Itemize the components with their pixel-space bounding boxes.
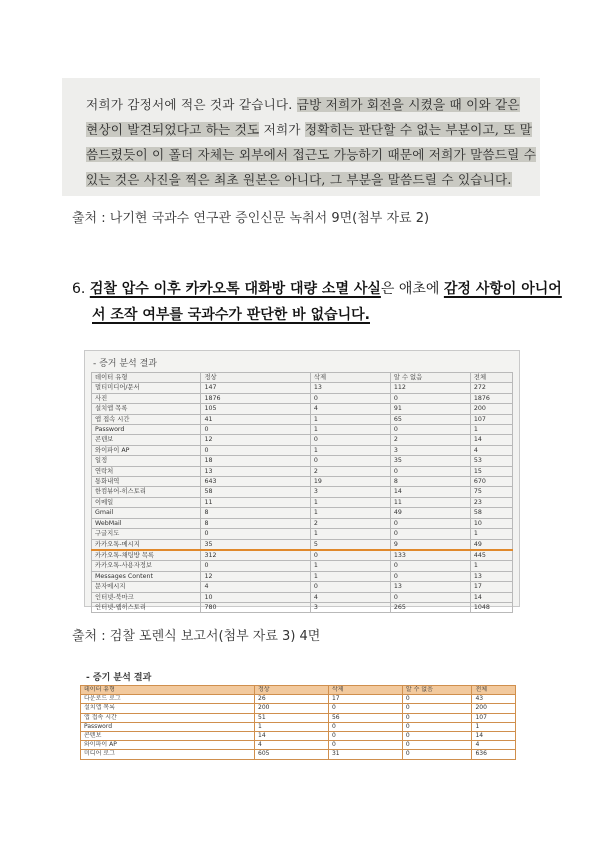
table-cell: 구글지도 [92, 529, 201, 539]
quote-highlight: 있는 것은 사진을 찍은 최초 원본은 아니다, 그 부분을 말씀드릴 수 있습니다. [86, 172, 512, 187]
item-6-emphasis: 검찰 압수 이후 카카오톡 대화방 대량 소멸 사실 [89, 281, 381, 297]
quote-highlight: 금방 저희가 회전을 시켰을 때 이와 같은 [296, 97, 520, 112]
table-cell: 265 [390, 602, 470, 612]
table-cell: 18 [201, 456, 310, 466]
table-cell: 312 [201, 550, 310, 561]
table-cell: 0 [201, 425, 310, 435]
table-cell: 알 수 없음 [390, 373, 470, 383]
table-cell: 0 [402, 713, 472, 722]
table-cell: 11 [390, 497, 470, 507]
table-cell: 636 [472, 750, 516, 759]
table-cell: 1876 [201, 393, 310, 403]
table-row [81, 741, 516, 750]
table-cell: 카카오톡-메시지 [92, 539, 201, 550]
table-cell: 41 [201, 414, 310, 424]
table-cell: 카카오톡-사용자정보 [92, 561, 201, 571]
table-cell: 643 [201, 477, 310, 487]
table-cell: 4 [201, 582, 310, 592]
table-cell: 65 [390, 414, 470, 424]
table-cell: 0 [201, 529, 310, 539]
table-cell: 13 [390, 582, 470, 592]
table-cell: 147 [201, 383, 310, 393]
table-cell: 2 [310, 466, 390, 476]
table-cell: 200 [470, 404, 512, 414]
table-cell: 삭제 [328, 686, 402, 695]
quote-line-4 [86, 169, 512, 188]
table-cell: 43 [472, 695, 516, 704]
table-row [81, 704, 516, 713]
table-cell: 0 [328, 704, 402, 713]
table-cell: 사진 [92, 393, 201, 403]
table-cell: Password [92, 425, 201, 435]
table-cell: Gmail [92, 508, 201, 518]
table-cell: 17 [470, 582, 512, 592]
table-title: - 증기 분석 결과 [86, 673, 152, 683]
table-cell: 정상 [201, 373, 310, 383]
table-cell: 4 [310, 592, 390, 602]
table-cell: 200 [255, 704, 329, 713]
table-cell: 0 [201, 561, 310, 571]
item-6-line-2 [72, 302, 562, 328]
table-cell: 미디어 로그 [81, 750, 255, 759]
table-cell: 0 [402, 695, 472, 704]
table-cell: 멀티미디어/문서 [92, 383, 201, 393]
table-cell: 107 [470, 414, 512, 424]
table-row [92, 497, 513, 507]
table-cell: 콘텐보 [92, 435, 201, 445]
table-cell: 1 [470, 425, 512, 435]
table-cell: 0 [402, 732, 472, 741]
table-cell: 8 [201, 508, 310, 518]
quote-line-1 [86, 94, 520, 113]
source-caption-1: 출처 : 나기현 국과수 연구관 증인신문 녹취서 9면(첨부 자료 2) [72, 211, 430, 226]
table-cell: 앱 접속 시간 [81, 713, 255, 722]
table-cell: 1 [470, 561, 512, 571]
quote-line-3 [86, 144, 536, 163]
table-cell: 한컴뷰어-히스토리 [92, 487, 201, 497]
table-cell: 35 [390, 456, 470, 466]
quote-highlight: 저희가 말씀드릴 수 [424, 147, 537, 162]
table-row [81, 713, 516, 722]
table-cell: 26 [255, 695, 329, 704]
table-cell: 49 [390, 508, 470, 518]
table-cell: 통화내역 [92, 477, 201, 487]
table-cell: 0 [390, 561, 470, 571]
table-cell: 앱 접속 시간 [92, 414, 201, 424]
table-cell: 0 [390, 571, 470, 581]
table-cell: 0 [390, 529, 470, 539]
table-cell: 0 [328, 732, 402, 741]
table-cell: 3 [390, 445, 470, 455]
table-cell: 0 [402, 741, 472, 750]
table-cell: 전체 [472, 686, 516, 695]
table-cell: 23 [470, 497, 512, 507]
table-row [92, 393, 513, 403]
quote-text: 저희가 [259, 122, 305, 137]
table-cell: 75 [470, 487, 512, 497]
table-cell: 2 [310, 518, 390, 528]
table-cell: 14 [470, 592, 512, 602]
table-cell: 정상 [255, 686, 329, 695]
table-cell: 와이파이 AP [81, 741, 255, 750]
table-cell: 4 [310, 404, 390, 414]
table-cell: 17 [328, 695, 402, 704]
table-cell: 780 [201, 602, 310, 612]
table-cell: 인터넷-웹히스토리 [92, 602, 201, 612]
table-cell: 1 [310, 561, 390, 571]
table-cell: 0 [328, 722, 402, 731]
table-cell: 1 [310, 508, 390, 518]
table-cell: 5 [310, 539, 390, 550]
table-cell: 와이파이 AP [92, 445, 201, 455]
table-cell: 0 [390, 466, 470, 476]
table-cell: 14 [390, 487, 470, 497]
table-cell: 4 [470, 445, 512, 455]
table-cell: 53 [470, 456, 512, 466]
table-cell: 12 [201, 571, 310, 581]
table-cell: 200 [472, 704, 516, 713]
table-row [92, 518, 513, 528]
table-cell: 0 [310, 393, 390, 403]
table-cell: 13 [201, 466, 310, 476]
table-cell: 0 [328, 741, 402, 750]
table-cell: 0 [201, 445, 310, 455]
table-row [92, 508, 513, 518]
table-cell: 1048 [470, 602, 512, 612]
table-cell: 1 [310, 445, 390, 455]
table-row [92, 487, 513, 497]
table-cell: 카카오톡-채팅방 목록 [92, 550, 201, 561]
table-cell: 2 [390, 435, 470, 445]
table-row [92, 529, 513, 539]
item-6-emphasis: 서 조작 여부를 국과수가 판단한 바 없습니다. [92, 307, 370, 323]
table-row [92, 466, 513, 476]
table-cell: 91 [390, 404, 470, 414]
table-cell: 56 [328, 713, 402, 722]
item-6-line-1 [72, 276, 562, 302]
table-row [92, 383, 513, 393]
table-cell: 4 [472, 741, 516, 750]
table-row [92, 539, 513, 550]
table-cell: 112 [390, 383, 470, 393]
table-cell: 3 [310, 602, 390, 612]
item-number: 6. [72, 281, 86, 297]
table-cell: Password [81, 722, 255, 731]
table-row [92, 445, 513, 455]
table-row [92, 425, 513, 435]
table-cell: 0 [402, 750, 472, 759]
table-cell: WebMail [92, 518, 201, 528]
table-cell: 0 [310, 582, 390, 592]
table-cell: 107 [472, 713, 516, 722]
table-cell: 272 [470, 383, 512, 393]
table-cell: 19 [310, 477, 390, 487]
table-row [92, 477, 513, 487]
table-cell: 인터넷-북마크 [92, 592, 201, 602]
table-cell: 133 [390, 550, 470, 561]
table-cell: 1 [470, 529, 512, 539]
table-cell: 이메일 [92, 497, 201, 507]
table-cell: 1 [310, 497, 390, 507]
table-row [92, 561, 513, 571]
table-cell: 0 [310, 456, 390, 466]
table-cell: 605 [255, 750, 329, 759]
table-row [92, 550, 513, 561]
table-cell: 8 [201, 518, 310, 528]
table-cell: 1 [310, 571, 390, 581]
table-cell: 문자메시지 [92, 582, 201, 592]
table-cell: 1 [310, 425, 390, 435]
table-cell: 다운로드 로그 [81, 695, 255, 704]
table-cell: 8 [390, 477, 470, 487]
table-cell: 14 [470, 435, 512, 445]
item-6-emphasis: 감정 사항이 아니어 [443, 281, 562, 297]
table-cell: 1 [472, 722, 516, 731]
table-row [92, 602, 513, 612]
table-cell: 데이터 유형 [81, 686, 255, 695]
table-cell: 1 [310, 529, 390, 539]
table-row [92, 571, 513, 581]
scanned-quote [62, 78, 540, 196]
table-cell: 연락처 [92, 466, 201, 476]
table-cell: 1 [310, 414, 390, 424]
evidence-table-2 [76, 668, 520, 763]
quote-line-2 [86, 119, 532, 138]
table-cell: 14 [255, 732, 329, 741]
table-cell: 0 [310, 435, 390, 445]
table-cell: 445 [470, 550, 512, 561]
table-row [81, 722, 516, 731]
table-cell: 12 [201, 435, 310, 445]
table-cell: 35 [201, 539, 310, 550]
table-row [81, 695, 516, 704]
table-row [92, 435, 513, 445]
table-cell: 13 [470, 571, 512, 581]
table-cell: 0 [390, 393, 470, 403]
evidence-grid-2 [80, 685, 516, 760]
table-cell: 알 수 없음 [402, 686, 472, 695]
table-row [92, 456, 513, 466]
item-6-paragraph [72, 276, 562, 328]
table-cell: 51 [255, 713, 329, 722]
quote-highlight: 정확히는 판단할 수 없는 부분이고, 또 말 [304, 122, 533, 137]
quote-highlight: 현상이 발견되었다고 하는 것도 [86, 122, 260, 137]
table-cell: 설치앱 목록 [92, 404, 201, 414]
table-cell: 0 [390, 425, 470, 435]
table-row [92, 592, 513, 602]
quote-highlight: 씀드렸듯이 이 폴더 자체는 외부에서 접근도 가능하기 때문에 [86, 147, 425, 162]
table-cell: 31 [328, 750, 402, 759]
table-cell: 58 [470, 508, 512, 518]
quote-text: 저희가 감정서에 적은 것과 같습니다. [86, 97, 297, 112]
table-cell: 전체 [470, 373, 512, 383]
evidence-table-1 [84, 350, 520, 611]
table-cell: 13 [310, 383, 390, 393]
source-caption-2: 출처 : 검찰 포렌식 보고서(첨부 자료 3) 4면 [72, 629, 321, 644]
table-header-row [92, 373, 513, 383]
table-cell: 49 [470, 539, 512, 550]
table-cell: 삭제 [310, 373, 390, 383]
table-row [92, 582, 513, 592]
table-cell: 0 [310, 550, 390, 561]
table-cell: 9 [390, 539, 470, 550]
table-cell: 1 [255, 722, 329, 731]
table-row [92, 404, 513, 414]
table-cell: 670 [470, 477, 512, 487]
table-cell: 콘텐보 [81, 732, 255, 741]
table-cell: 0 [390, 592, 470, 602]
table-cell: Messages Content [92, 571, 201, 581]
table-cell: 0 [402, 722, 472, 731]
table-cell: 데이터 유형 [92, 373, 201, 383]
table-cell: 3 [310, 487, 390, 497]
table-cell: 14 [472, 732, 516, 741]
table-cell: 0 [402, 704, 472, 713]
table-cell: 105 [201, 404, 310, 414]
item-6-text: 은 애초에 [380, 281, 444, 297]
table-row [81, 750, 516, 759]
table-cell: 58 [201, 487, 310, 497]
table-cell: 일정 [92, 456, 201, 466]
table-cell: 설치앱 목록 [81, 704, 255, 713]
table-row [92, 414, 513, 424]
evidence-grid-1 [91, 372, 513, 613]
table-cell: 10 [470, 518, 512, 528]
table-cell: 10 [201, 592, 310, 602]
table-cell: 15 [470, 466, 512, 476]
table-header-row [81, 686, 516, 695]
table-cell: 4 [255, 741, 329, 750]
table-cell: 11 [201, 497, 310, 507]
table-title: - 증거 분석 결과 [93, 359, 157, 369]
table-cell: 0 [390, 518, 470, 528]
table-cell: 1876 [470, 393, 512, 403]
table-row [81, 732, 516, 741]
